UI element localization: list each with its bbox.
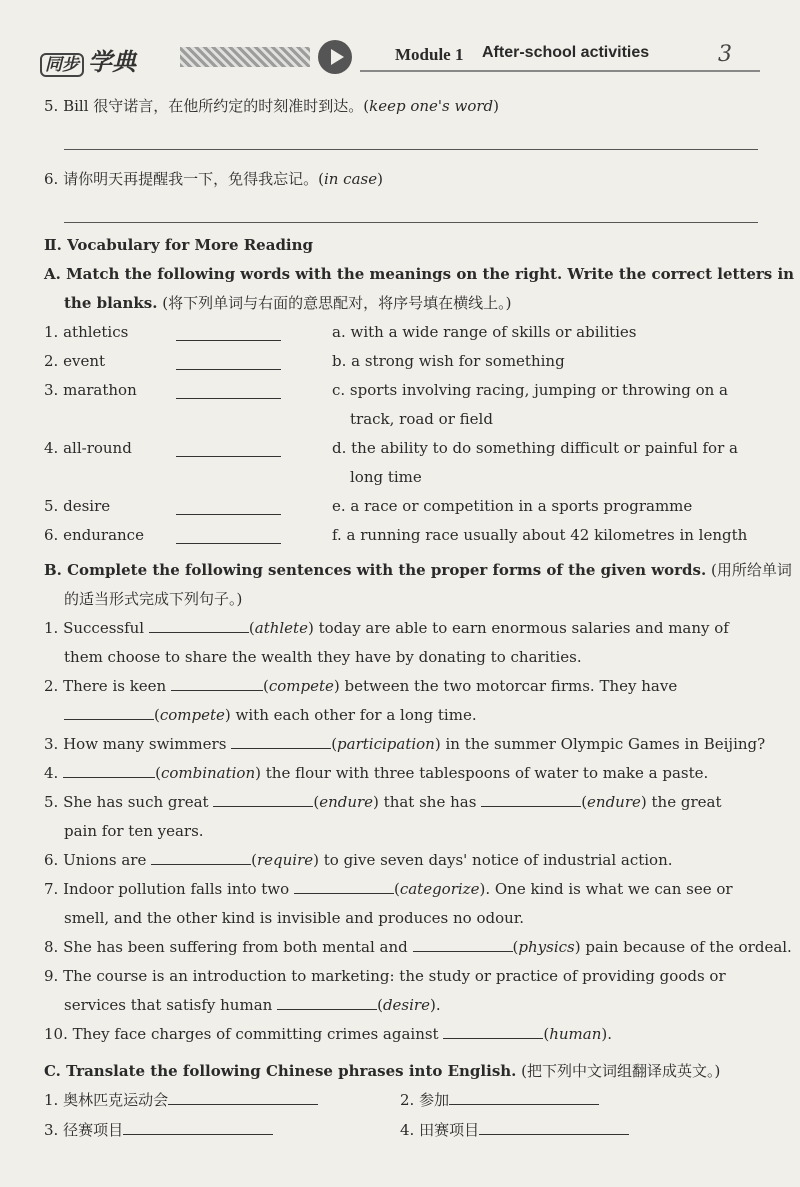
sentence-2: 2. There is keen (compete) between the two motorcar firms. They have <box>44 672 758 701</box>
sentence-3: 3. How many swimmers (participation) in the summer Olympic Games in Beijing? <box>44 730 758 759</box>
match-row: track, road or field <box>350 410 493 428</box>
answer-blank[interactable] <box>481 788 581 807</box>
answer-blank[interactable] <box>176 355 281 370</box>
sentence-1-cont: them choose to share the wealth they have by donating to charities. <box>64 648 582 666</box>
answer-blank[interactable] <box>176 442 281 457</box>
translate-item: 4. 田赛项目 <box>400 1116 629 1145</box>
answer-blank[interactable] <box>213 788 313 807</box>
header-rule <box>360 70 760 72</box>
match-row: 3. marathon c. sports involving racing, jumping or throwing on a <box>44 381 728 399</box>
answer-blank[interactable] <box>151 846 251 865</box>
translate-row <box>44 1116 758 1146</box>
translate-item: 1. 奥林匹克运动会 <box>44 1086 318 1115</box>
part-c-title: C. Translate the following Chinese phrases into English. (把下列中文词组翻译成英文。) <box>44 1062 721 1080</box>
answer-blank[interactable] <box>149 614 249 633</box>
sentence-8: 8. She has been suffering from both mental and (physics) pain because of the ordeal. <box>44 933 758 962</box>
answer-blank[interactable] <box>479 1116 629 1135</box>
question-6: 6. 请你明天再提醒我一下，免得我忘记。(in case) <box>44 170 383 188</box>
page-header <box>0 0 800 88</box>
page-number: 3 <box>718 42 732 67</box>
answer-blank[interactable] <box>168 1086 318 1105</box>
answer-line[interactable] <box>64 194 758 223</box>
part-a-title: A. Match the following words with the meanings on the right. Write the correct letters in <box>44 265 795 283</box>
answer-blank[interactable] <box>123 1116 273 1135</box>
answer-blank[interactable] <box>64 701 154 720</box>
answer-blank[interactable] <box>176 326 281 341</box>
translate-item: 3. 径赛项目 <box>44 1116 273 1145</box>
answer-blank[interactable] <box>449 1086 599 1105</box>
sentence-5: 5. She has such great (endure) that she has (endure) the great <box>44 788 758 817</box>
answer-blank[interactable] <box>176 529 281 544</box>
sentence-7-cont: smell, and the other kind is invisible and produces no odour. <box>64 909 525 927</box>
match-row: 6. endurance f. a running race usually about 42 kilometres in length <box>44 526 748 544</box>
answer-blank[interactable] <box>413 933 513 952</box>
match-row: 5. desire e. a race or competition in a sports programme <box>44 497 693 515</box>
answer-blank[interactable] <box>176 500 281 515</box>
answer-line[interactable] <box>64 121 758 150</box>
match-row: long time <box>350 468 422 486</box>
sentence-9-cont: services that satisfy human (desire). <box>44 991 758 1020</box>
answer-blank[interactable] <box>176 384 281 399</box>
page-content <box>44 92 795 1146</box>
sentence-10: 10. They face charges of committing crimes against (human). <box>44 1020 758 1049</box>
translate-row <box>44 1086 758 1116</box>
answer-blank[interactable] <box>63 759 155 778</box>
sentence-5-cont: pain for ten years. <box>64 822 204 840</box>
sentence-9: 9. The course is an introduction to marketing: the study or practice of providing goods or <box>44 967 726 985</box>
sentence-2-cont: (compete) with each other for a long time. <box>44 701 758 730</box>
module-title: After-school activities <box>482 44 650 61</box>
sentence-1: 1. Successful (athlete) today are able to earn enormous salaries and many of <box>44 614 758 643</box>
play-icon <box>318 40 352 74</box>
match-row: 1. athletics a. with a wide range of skills or abilities <box>44 323 637 341</box>
match-row: 2. event b. a strong wish for something <box>44 352 565 370</box>
question-5: 5. Bill 很守诺言，在他所约定的时刻准时到达。(keep one's word) <box>44 97 500 115</box>
module-label: Module 1 <box>395 45 464 64</box>
part-b-title: B. Complete the following sentences with the proper forms of the given words. (用所给单词 <box>44 561 792 579</box>
answer-blank[interactable] <box>231 730 331 749</box>
matching-list <box>44 318 758 550</box>
answer-blank[interactable] <box>443 1020 543 1039</box>
answer-blank[interactable] <box>294 875 394 894</box>
match-row: 4. all-round d. the ability to do something difficult or painful for a <box>44 439 738 457</box>
sentence-4: 4. (combination) the flour with three tablespoons of water to make a paste. <box>44 759 758 788</box>
answer-blank[interactable] <box>277 991 377 1010</box>
translate-item: 2. 参加 <box>400 1086 599 1115</box>
sentence-7: 7. Indoor pollution falls into two (categorize). One kind is what we can see or <box>44 875 758 904</box>
checker-pattern <box>180 47 310 67</box>
sentence-6: 6. Unions are (require) to give seven days' notice of industrial action. <box>44 846 758 875</box>
book-logo: 同步 学典 <box>40 42 136 77</box>
answer-blank[interactable] <box>171 672 263 691</box>
part-a-title-2: the blanks. (将下列单词与右面的意思配对，将序号填在横线上。) <box>64 294 512 312</box>
part-b-title-2: 的适当形式完成下列句子。) <box>64 590 243 608</box>
section-title: Ⅱ. Vocabulary for More Reading <box>44 236 314 254</box>
